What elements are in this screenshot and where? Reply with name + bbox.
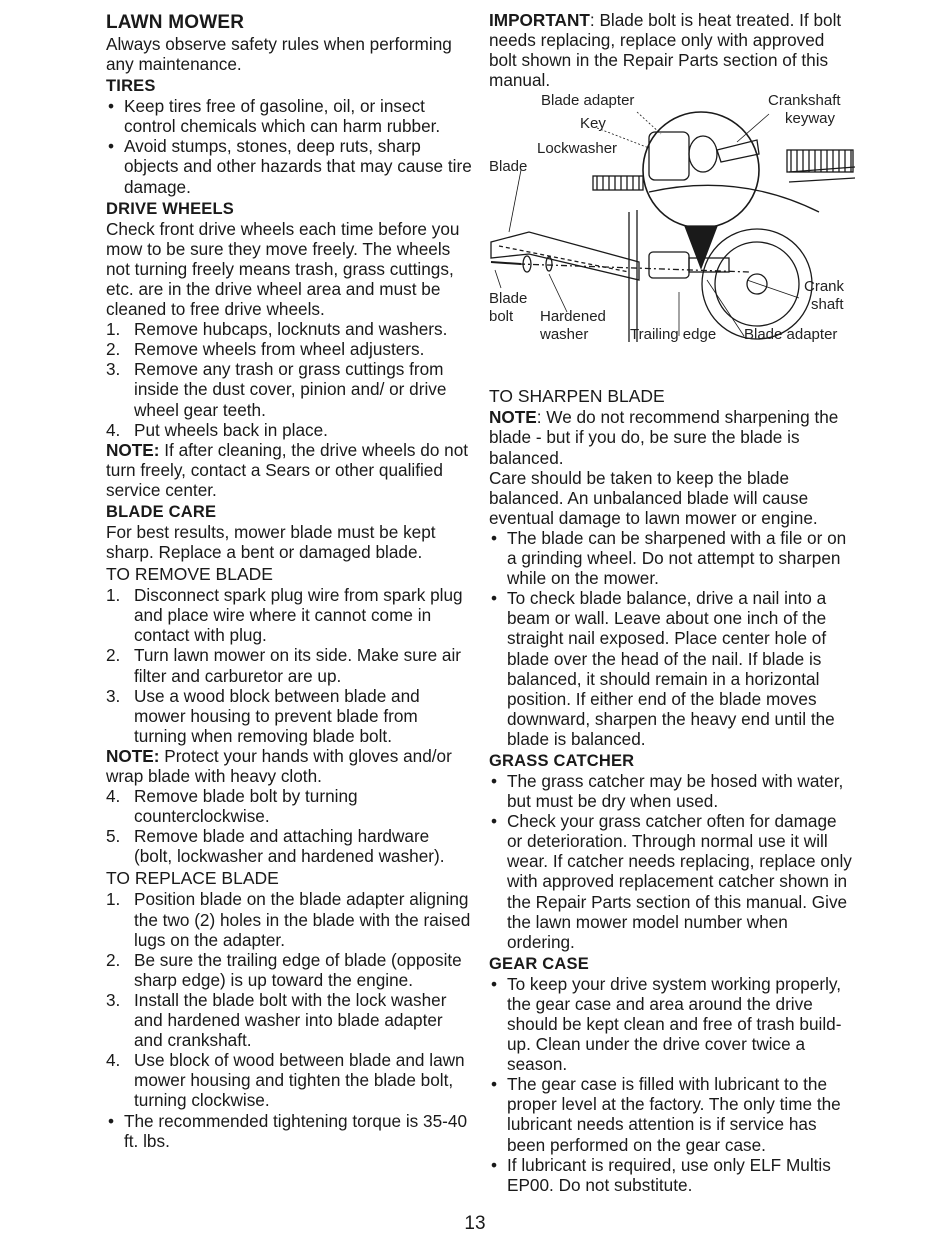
list-item: 1. Disconnect spark plug wire from spark plug and place wire where it cannot come in contact with plug. (106, 585, 463, 646)
bullet-marker: • (108, 96, 115, 117)
list-item: 4. Use block of wood between blade and lawn mower housing and tighten the blade bolt, turning clockwise. (106, 1050, 465, 1111)
bullet-marker: • (491, 1154, 498, 1175)
blade-assembly-diagram (489, 92, 855, 384)
label-blade-top: Blade (489, 158, 528, 176)
note-label: NOTE (489, 407, 537, 428)
blade-shape (491, 232, 639, 280)
list-item: 2. Be sure the trailing edge of blade (opposite sharp edge) is up toward the engine. (106, 949, 462, 990)
left-column (106, 10, 472, 1151)
grass-catcher-list (489, 771, 855, 952)
list-item: 3. Remove any trash or grass cuttings from inside the dust cover, pinion and/ or drive wheel gear teeth. (106, 359, 447, 420)
list-item: 1. Position blade on the blade adapter aligning the two (2) holes in the blade with the raised lugs on the adapter. (106, 889, 471, 950)
bullet-marker: • (491, 973, 498, 994)
replace-blade-bullets (106, 1111, 472, 1151)
label-lockwasher: Lockwasher (537, 140, 618, 158)
list-item: 2. Turn lawn mower on its side. Make sure air filter and carburetor are up. (106, 645, 461, 686)
label-trailing-edge: Trailing edge (630, 326, 717, 344)
bullet-marker: • (491, 588, 498, 609)
drive-wheels-steps (106, 319, 472, 440)
right-column (489, 10, 855, 1195)
list-item: • The gear case is filled with lubricant to the proper level at the factory. The only time the lubricant needs attention is if service has been performed on the gear case. (491, 1074, 841, 1155)
list-item: 3. Use a wood block between blade and mower housing to prevent blade from turning when removing blade bolt. (106, 685, 420, 746)
note-label: NOTE: (106, 439, 160, 460)
sharpen-text: Care should be taken to keep the blade balanced. An unbalanced blade will cause eventual damage to lawn mower or engine. (489, 467, 818, 528)
housing-edge (649, 186, 819, 213)
list-item: • The blade can be sharpened with a file or on a grinding wheel. Do not attempt to sharpen while on the mower. (491, 527, 847, 589)
wheel-outer (702, 229, 812, 339)
callout-lockwasher (689, 136, 717, 172)
list-item: 4. Remove blade bolt by turning counterclockwise. (106, 786, 358, 827)
callout-pointer (685, 226, 717, 268)
bullet-marker: • (108, 1110, 115, 1131)
label-bolt: bolt (489, 308, 514, 326)
housing-wall (629, 210, 637, 342)
label-shaft: shaft (811, 296, 844, 314)
label-hardened: Hardened (540, 308, 606, 326)
remove-blade-note: NOTE: Protect your hands with gloves and/or wrap blade with heavy cloth. (106, 745, 452, 786)
list-item: • To keep your drive system working properly, the gear case and area around the drive should be kept clean and free of trash build-up. Clean under the drive cover twice a season. (491, 973, 842, 1075)
bullet-marker: • (491, 527, 498, 548)
note-label: NOTE: (106, 745, 160, 766)
tires-list (106, 96, 472, 196)
bullet-marker: • (108, 136, 115, 157)
gear-case-heading: GEAR CASE (489, 954, 589, 973)
list-item: • The grass catcher may be hosed with water, but must be dry when used. (491, 770, 844, 812)
bullet-marker: • (491, 1074, 498, 1095)
bullet-marker: • (491, 770, 498, 791)
wheel-hub (747, 274, 767, 294)
label-blade-adapter-bottom: Blade adapter (744, 326, 838, 344)
remove-blade-steps (106, 585, 472, 746)
remove-blade-heading: TO REMOVE BLADE (106, 564, 273, 585)
grass-catcher-heading: GRASS CATCHER (489, 751, 635, 770)
blade-care-intro: For best results, mower blade must be kept sharp. Replace a bent or damaged blade. (106, 521, 436, 563)
list-item: • Avoid stumps, stones, deep ruts, sharp objects and other hazards that may cause tire damage. (108, 136, 472, 197)
list-item: • If lubricant is required, use only ELF Multis EP00. Do not substitute. (491, 1154, 831, 1195)
list-item: 2. Remove wheels from wheel adjusters. (106, 339, 425, 360)
blade-slot (593, 176, 643, 190)
replace-blade-heading: TO REPLACE BLADE (106, 868, 279, 889)
label-key: Key (580, 115, 606, 133)
label-blade-bottom: Blade (489, 290, 528, 308)
list-item: • Keep tires free of gasoline, oil, or insect control chemicals which can harm rubber. (108, 96, 441, 137)
list-item: • To check blade balance, drive a nail into a beam or wall. Leave about one inch of the straight nail exposed. Place center hole of blade over the head of the nail. If blade is balanced, it should remain in a horizontal position. If either end of the blade moves downward, sharpen the heavy end until the blade is balanced. (491, 588, 835, 749)
label-blade-adapter-top: Blade adapter (541, 92, 635, 110)
label-crank: Crank (804, 278, 845, 296)
important-label: IMPORTANT (489, 10, 590, 30)
replace-blade-steps (106, 889, 472, 1110)
tires-heading: TIRES (106, 77, 156, 96)
sharpen-list (489, 528, 855, 749)
callout-adapter (649, 132, 689, 180)
sharpen-blade-heading: TO SHARPEN BLADE (489, 386, 665, 407)
label-washer: washer (540, 326, 589, 344)
callout-circle (643, 112, 759, 228)
blade-care-heading: BLADE CARE (106, 502, 217, 521)
blade-bolt (491, 262, 521, 264)
lawn-mower-intro: Always observe safety rules when performing any maintenance. (106, 34, 452, 75)
wheel-inner (715, 242, 799, 326)
list-item: 5. Remove blade and attaching hardware (bolt, lockwasher and hardened washer). (106, 826, 445, 867)
gear-case-list (489, 974, 855, 1195)
list-item: 1. Remove hubcaps, locknuts and washers. (106, 319, 448, 340)
blade-adapter-shape (649, 252, 689, 278)
label-keyway: keyway (785, 110, 836, 128)
list-item: • The recommended tightening torque is 35-40 ft. lbs. (108, 1110, 468, 1151)
remove-blade-steps-continued (106, 786, 472, 866)
lawn-mower-heading: LAWN MOWER (106, 12, 245, 33)
important-note: IMPORTANT: Blade bolt is heat treated. If bolt needs replacing, replace only with approved bolt shown in the Repair Parts section of this manual. (489, 10, 842, 91)
drive-wheels-note: NOTE: If after cleaning, the drive wheels do not turn freely, contact a Sears or other qualified service center. (106, 439, 469, 500)
page-number: 13 (464, 1213, 486, 1234)
label-crankshaft: Crankshaft (768, 92, 841, 110)
drive-wheels-intro: Check front drive wheels each time before you mow to be sure they move freely. The wheels not turning freely means trash, grass cuttings, etc. are in the drive wheel area and must be cleaned to free drive wheels. (106, 218, 460, 320)
sharpen-note: NOTE: We do not recommend sharpening the blade - but if you do, be sure the blade is balanced. (489, 407, 839, 468)
drive-wheels-heading: DRIVE WHEELS (106, 199, 234, 218)
list-item: 4. Put wheels back in place. (106, 419, 328, 440)
bullet-marker: • (491, 811, 498, 832)
list-item: • Check your grass catcher often for damage or deterioration. Through normal use it will wear. If catcher needs replacing, replace only with approved replacement catcher shown in the Repair Parts section of this manual. Give the lawn mower model number when ordering. (491, 811, 852, 952)
list-item: 3. Install the blade bolt with the lock washer and hardened washer into blade adapter and crankshaft. (106, 989, 447, 1051)
